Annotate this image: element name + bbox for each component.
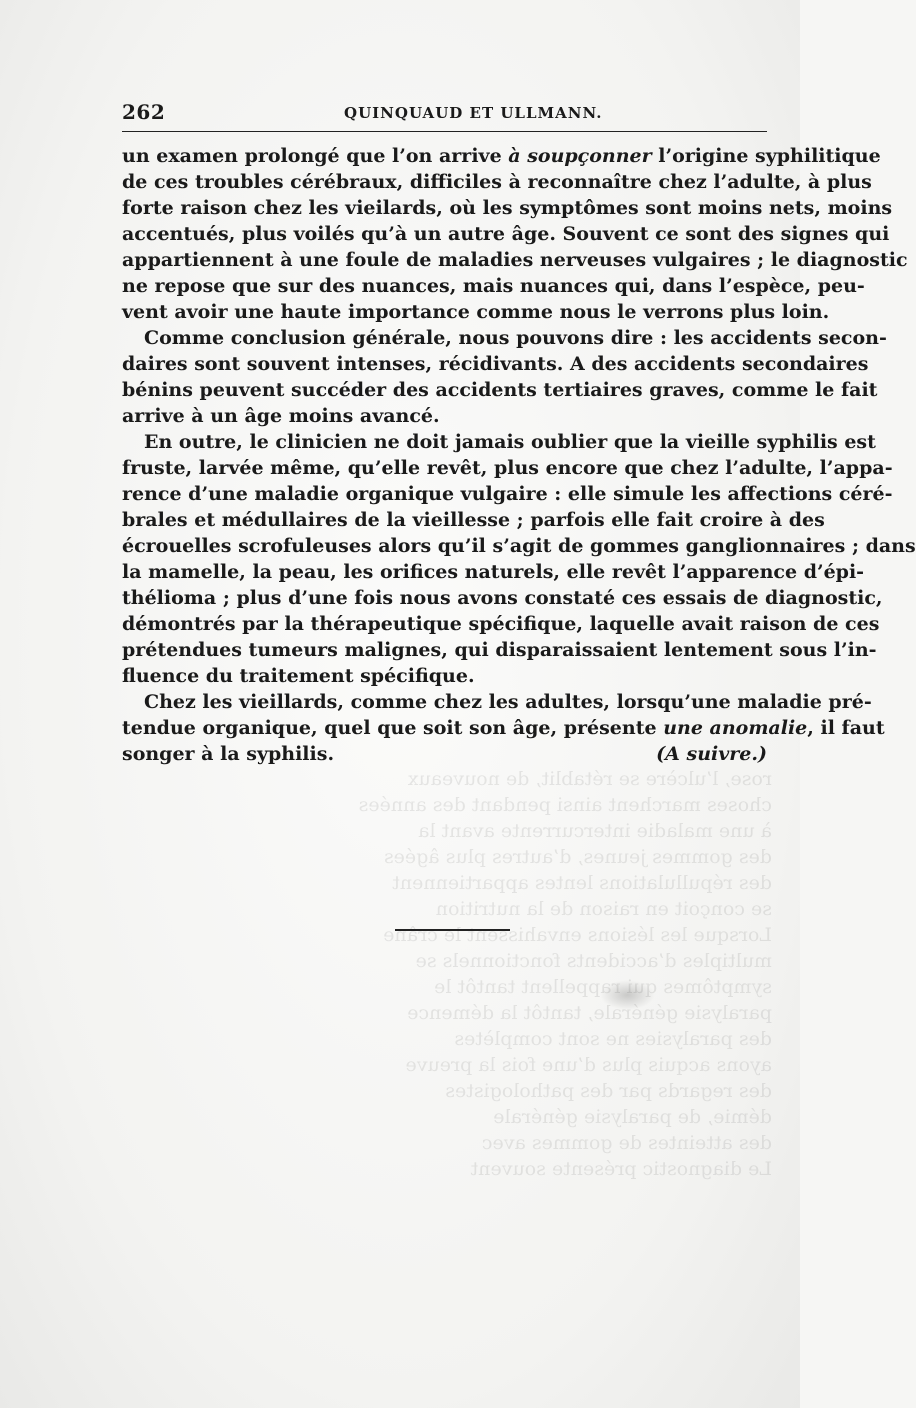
text-line: rence d’une maladie organique vulgaire : elle simule les affections céré- <box>122 483 893 505</box>
text-line: appartiennent à une foule de maladies nerveuses vulgaires ; le diagnostic <box>122 249 908 271</box>
ink-smudge <box>600 980 655 1010</box>
closing-text: songer à la syphilis. <box>122 743 335 765</box>
text-line: ne repose que sur des nuances, mais nuances qui, dans l’espèce, peu- <box>122 275 865 297</box>
closing-line <box>122 741 767 767</box>
text-line: Chez les vieillards, comme chez les adultes, lorsqu’une maladie pré- <box>144 691 872 713</box>
text-line: bénins peuvent succéder des accidents tertiaires graves, comme le fait <box>122 379 878 401</box>
text-line: forte raison chez les vieilards, où les symptômes sont moins nets, moins <box>122 197 893 219</box>
text-line: fluence du traitement spécifique. <box>122 665 475 687</box>
text-line: de ces troubles cérébraux, difficiles à reconnaître chez l’adulte, à plus <box>122 171 872 193</box>
running-head: QUINQUAUD ET ULLMANN. <box>344 104 603 122</box>
section-end-rule <box>395 929 510 931</box>
text-line: démontrés par la thérapeutique spécifique, laquelle avait raison de ces <box>122 613 880 635</box>
text-line: vent avoir une haute importance comme nous le verrons plus loin. <box>122 301 830 323</box>
text-line: un examen prolongé que l’on arrive à soupçonner l’origine syphilitique <box>122 145 881 167</box>
text-line: thélioma ; plus d’une fois nous avons constaté ces essais de diagnostic, <box>122 587 883 609</box>
page-header <box>122 100 767 128</box>
text-line: En outre, le clinicien ne doit jamais oublier que la vieille syphilis est <box>144 431 876 453</box>
text-line: écrouelles scrofuleuses alors qu’il s’agit de gommes ganglionnaires ; dans <box>122 535 916 557</box>
text-line: fruste, larvée même, qu’elle revêt, plus encore que chez l’adulte, l’appa- <box>122 457 893 479</box>
text-line: Comme conclusion générale, nous pouvons dire : les accidents secon- <box>144 327 887 349</box>
body-text <box>122 143 916 767</box>
text-line: accentués, plus voilés qu’à un autre âge. Souvent ce sont des signes qui <box>122 223 890 245</box>
text-line: prétendues tumeurs malignes, qui disparaissaient lentement sous l’in- <box>122 639 877 661</box>
continuation-note: (A suivre.) <box>656 743 767 765</box>
header-rule <box>122 131 767 132</box>
page-number: 262 <box>122 100 166 124</box>
show-through-text: rose, l’ulcère se rétablit, de nouveaux choses marchent ainsi pendant des années à une maladie intercurrente avant la des gommes jeunes, d’autres plus âgées des répullulations lentes appartiennent se conçoit en raison de la nutrition Lorsque les lésions envahissent le crâne multiples d’accidents fonctionnels se symptômes rappellent tantôt le paralysie générale, tantôt la démence des paralysies ne sont complètes ayons acquis plus d’une fois la preuve des regards par des pathologistes démie, de paralysie générale des atteintes de gommes avec Le diagnostic présente souvent <box>358 768 772 1180</box>
text-line: brales et médullaires de la vieillesse ; parfois elle fait croire à des <box>122 509 825 531</box>
text-line: arrive à un âge moins avancé. <box>122 405 440 427</box>
text-line: tendue organique, quel que soit son âge, présente une anomalie, il faut <box>122 717 885 739</box>
text-line: la mamelle, la peau, les orifices naturels, elle revêt l’apparence d’épi- <box>122 561 865 583</box>
text-line: daires sont souvent intenses, récidivants. A des accidents secondaires <box>122 353 869 375</box>
